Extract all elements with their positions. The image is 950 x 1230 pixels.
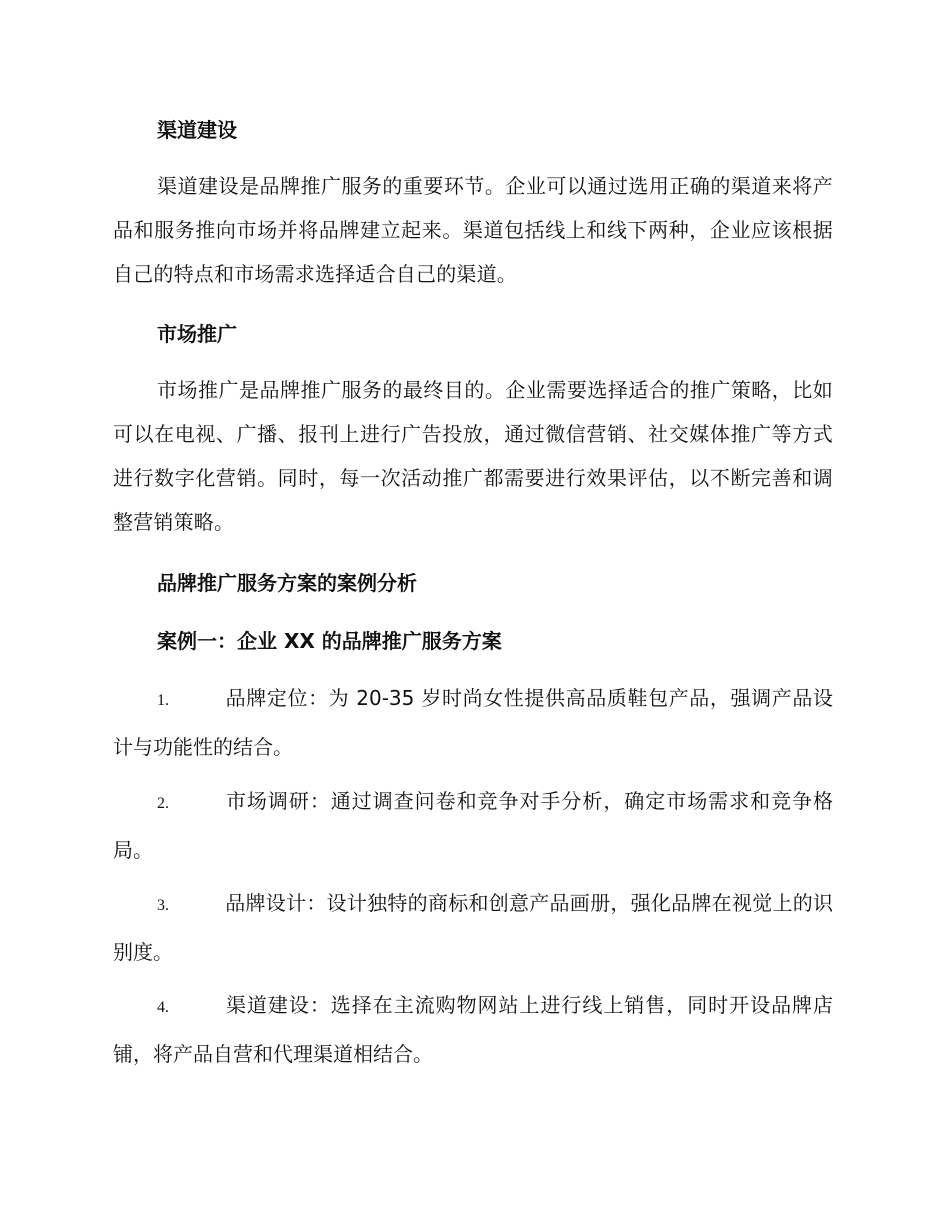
list-item-text: 品牌设计：设计独特的商标和创意产品画册，强化品牌在视觉上的识别度。 bbox=[113, 891, 833, 964]
section-heading-channel: 渠道建设 bbox=[157, 118, 237, 142]
list-item-number: 1. bbox=[157, 692, 169, 709]
list-item-text: 品牌定位：为 20-35 岁时尚女性提供高品质鞋包产品，强调产品设计与功能性的结合。 bbox=[113, 686, 833, 759]
list-item-number: 2. bbox=[157, 795, 169, 812]
paragraph-promotion: 市场推广是品牌推广服务的最终目的。企业需要选择适合的推广策略，比如可以在电视、广播、报刊上进行广告投放，通过微信营销、社交媒体推广等方式进行数字化营销。同时，每一次活动推广都需要进行效果评估，以不断完善和调整营销策略。 bbox=[113, 378, 833, 534]
list-item-number: 4. bbox=[157, 999, 169, 1016]
list-item-text: 市场调研：通过调查问卷和竞争对手分析，确定市场需求和竞争格局。 bbox=[113, 789, 833, 862]
list-item-text: 渠道建设：选择在主流购物网站上进行线上销售，同时开设品牌店铺，将产品自营和代理渠道相结合。 bbox=[113, 993, 833, 1066]
list-item bbox=[113, 675, 833, 770]
section-heading-case-one: 案例一：企业 XX 的品牌推广服务方案 bbox=[157, 629, 502, 653]
list-item bbox=[113, 778, 833, 873]
section-heading-promotion: 市场推广 bbox=[157, 322, 237, 346]
list-item-number: 3. bbox=[157, 897, 169, 914]
list-item bbox=[113, 880, 833, 975]
list-item bbox=[113, 982, 833, 1077]
section-heading-case-analysis: 品牌推广服务方案的案例分析 bbox=[157, 571, 417, 595]
paragraph-channel: 渠道建设是品牌推广服务的重要环节。企业可以通过选用正确的渠道来将产品和服务推向市场并将品牌建立起来。渠道包括线上和线下两种，企业应该根据自己的特点和市场需求选择适合自己的渠道。 bbox=[113, 174, 833, 286]
